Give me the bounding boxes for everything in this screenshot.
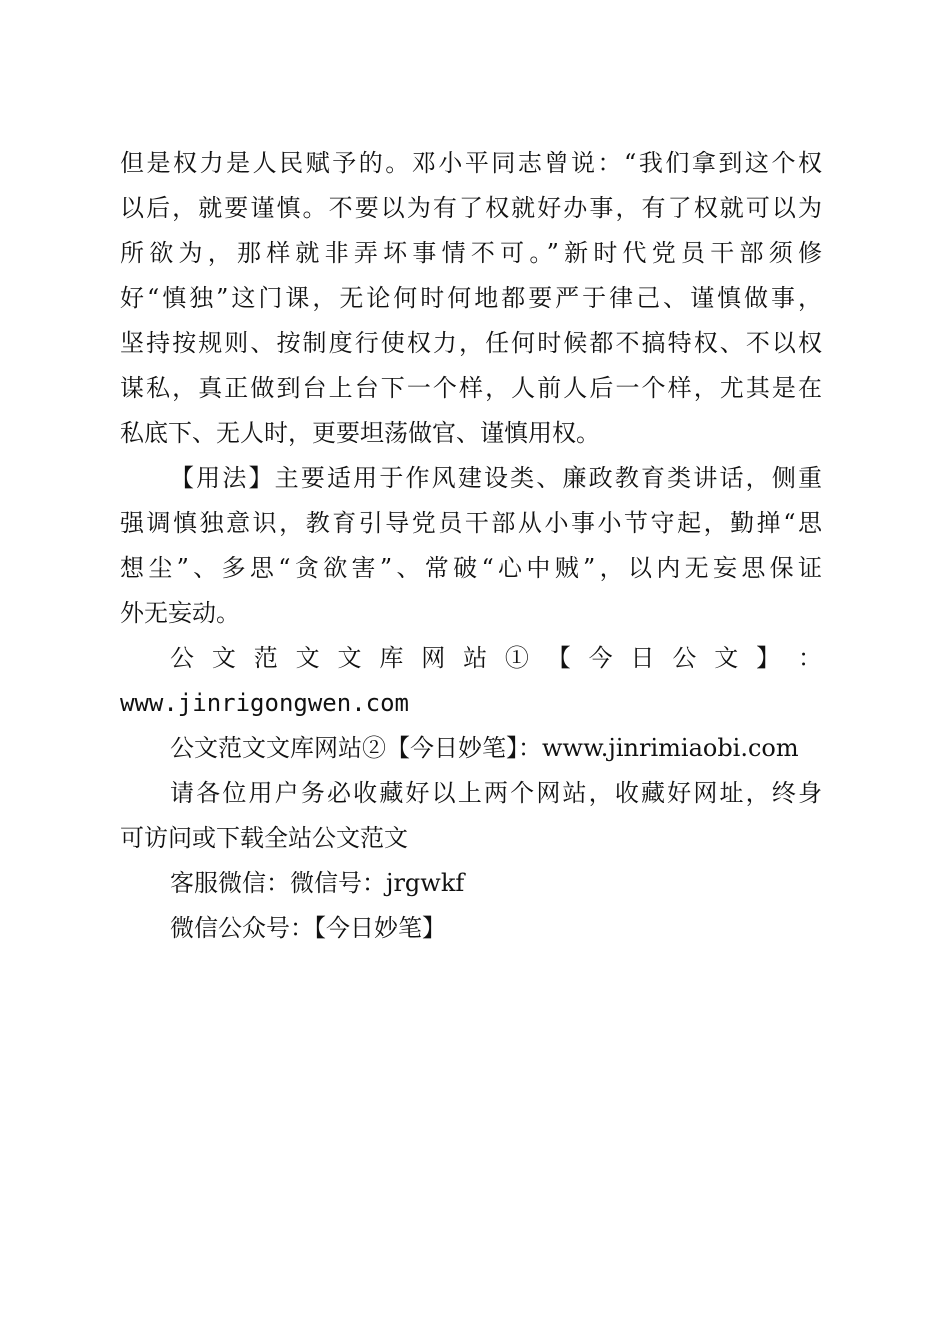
notice-line: 请各位用户务必收藏好以上两个网站，收藏好网址，终身 <box>170 779 822 807</box>
body-paragraph-line: 私底下、无人时，更要坦荡做官、谨慎用权。 <box>120 419 600 447</box>
customer-service-wechat: 客服微信：微信号：jrgwkf <box>170 869 465 897</box>
notice-line: 可访问或下载全站公文范文 <box>120 824 408 852</box>
body-paragraph-line: 好“慎独”这门课，无论何时何地都要严于律己、谨慎做事， <box>120 284 822 312</box>
usage-paragraph-line: 想尘”、多思“贪欲害”、常破“心中贼”，以内无妄思保证 <box>120 554 822 582</box>
body-paragraph-line: 所欲为，那样就非弄坏事情不可。”新时代党员干部须修 <box>120 239 822 267</box>
body-paragraph-line: 但是权力是人民赋予的。邓小平同志曾说：“我们拿到这个权 <box>120 149 822 177</box>
website-1-label: 公 文 范 文 文 库 网 站 ① 【 今 日 公 文 】 ： <box>170 644 822 672</box>
body-paragraph-line: 以后，就要谨慎。不要以为有了权就好办事，有了权就可以为 <box>120 194 822 222</box>
usage-paragraph-line: 【用法】主要适用于作风建设类、廉政教育类讲话，侧重 <box>170 464 822 492</box>
website-1-url: www.jinrigongwen.com <box>120 689 409 717</box>
body-paragraph-line: 坚持按规则、按制度行使权力，任何时候都不搞特权、不以权 <box>120 329 822 357</box>
usage-paragraph-line: 外无妄动。 <box>120 599 240 627</box>
wechat-official-account: 微信公众号：【今日妙笔】 <box>170 914 446 942</box>
website-2-line: 公文范文文库网站②【今日妙笔】：www.jinrimiaobi.com <box>170 734 799 762</box>
usage-paragraph-line: 强调慎独意识，教育引导党员干部从小事小节守起，勤掸“思 <box>120 509 822 537</box>
body-paragraph-line: 谋私，真正做到台上台下一个样，人前人后一个样，尤其是在 <box>120 374 822 402</box>
